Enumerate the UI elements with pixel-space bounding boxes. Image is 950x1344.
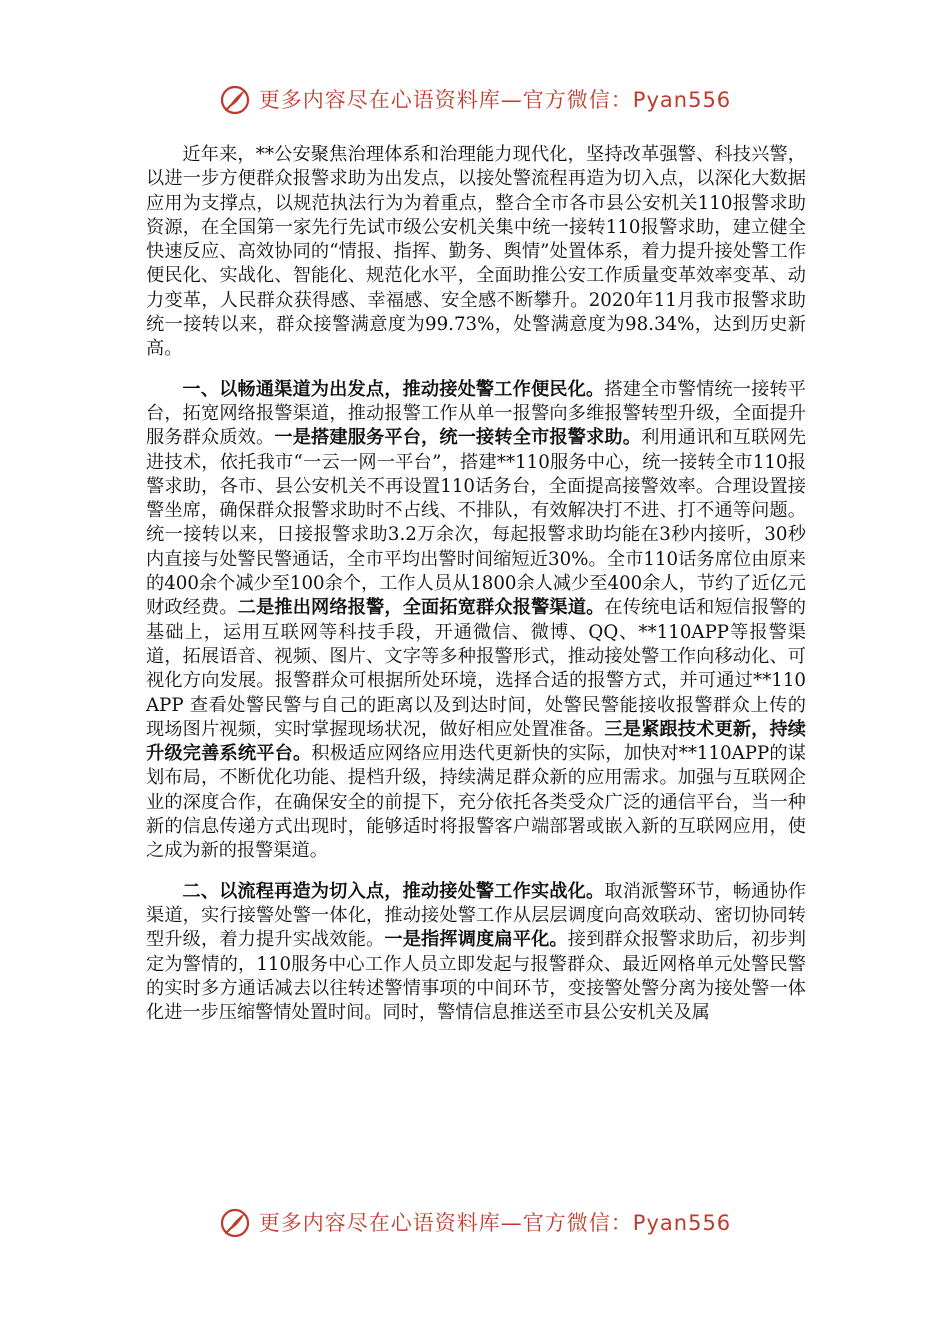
- subpoint-heading: 一是搭建服务平台，统一接转全市报警求助。: [274, 427, 642, 449]
- header-watermark: [0, 84, 950, 116]
- text-run: 取消派警环节，畅通协作渠道，实行接警处警一体化，推动接处警工作从层层调度向高效联动、密切协同转型升级，着力提升实战效能。: [146, 880, 806, 951]
- document-body: [146, 143, 806, 1025]
- text-run: 积极适应网络应用迭代更新快的实际，加快对**110APP的谋划布局，不断优化功能、提档升级，持续满足群众新的应用需求。加强与互联网企业的深度合作，在确保安全的前提下，充分依托各类受众广泛的通信平台，当一种新的信息传递方式出现时，能够适时将报警客户端部署或嵌入新的互联网应用，使之成为新的报警渠道。: [146, 743, 806, 862]
- subpoint-heading: 三是紧跟技术更新，持续升级完善系统平台。: [146, 718, 806, 765]
- watermark-text: 更多内容尽在心语资料库—官方微信：Pyan556: [258, 1211, 732, 1235]
- subpoint-heading: 二是推出网络报警，全面拓宽群众报警渠道。: [237, 597, 605, 619]
- text-run: 接到群众报警求助后，初步判定为警情的，110服务中心工作人员立即发起与报警群众、最近网格单元处警民警的实时多方通话减去以往转述警情事项的中间环节，变接警处警分离为接处警一体化进一步压缩警情处置时间。同时，警情信息推送至市县公安机关及属: [146, 929, 806, 1024]
- paragraph-section-2: [146, 880, 806, 1026]
- text-run: 在传统电话和短信报警的基础上，运用互联网等科技手段，开通微信、微博、QQ、**110APP等报警渠道，拓展语音、视频、图片、文字等多种报警形式，推动接处警工作向移动化、可视化方向发展。报警群众可根据所处环境，选择合适的报警方式，并可通过**110 APP 查看处警民警与自己的距离以及到达时间，处警民警能接收报警群众上传的现场图片视频，实时掌握现场状况，做好相应处置准备。: [146, 597, 806, 740]
- text-run: 利用通讯和互联网先进技术，依托我市“一云一网一平台”，搭建**110服务中心，统一接转全市110报警求助，各市、县公安机关不再设置110话务台，全面提高接警效率。合理设置接警坐席，确保群众报警求助时不占线、不排队，有效解决打不进、打不通等问题。统一接转以来，日接报警求助3.2万余次，每起报警求助均能在3秒内接听，30秒内直接与处警民警通话，全市平均出警时间缩短近30%。全市110话务席位由原来的400余个减少至100余个，工作人员从1800余人减少至400余人，节约了近亿元财政经费。: [146, 427, 806, 619]
- section-heading: 一、以畅通渠道为出发点，推动接处警工作便民化。: [182, 378, 605, 400]
- paragraph-intro: [146, 143, 806, 362]
- paragraph-section-1: [146, 378, 806, 864]
- watermark-text: 更多内容尽在心语资料库—官方微信：Pyan556: [258, 88, 732, 112]
- text-run: 近年来，**公安聚焦治理体系和治理能力现代化，坚持改革强警、科技兴警，以进一步方便群众报警求助为出发点，以接处警流程再造为切入点，以深化大数据应用为支撑点，以规范执法行为为着重点，整合全市各市县公安机关110报警求助资源，在全国第一家先行先试市级公安机关集中统一接转110报警求助，建立健全快速反应、高效协同的“情报、指挥、勤务、舆情”处置体系，着力提升接处警工作便民化、实战化、智能化、规范化水平，全面助推公安工作质量变革效率变革、动力变革，人民群众获得感、幸福感、安全感不断攀升。2020年11月我市报警求助统一接转以来，群众接警满意度为99.73%，处警满意度为98.34%，达到历史新高。: [146, 144, 806, 360]
- footer-watermark: [0, 1207, 950, 1239]
- quill-logo-icon: [219, 84, 251, 116]
- subpoint-heading: 一是指挥调度扁平化。: [384, 929, 568, 951]
- section-heading: 二、以流程再造为切入点，推动接处警工作实战化。: [182, 880, 605, 902]
- text-run: 搭建全市警情统一接转平台，拓宽网络报警渠道，推动报警工作从单一报警向多维报警转型升级，全面提升服务群众质效。: [146, 378, 806, 449]
- quill-logo-icon: [219, 1207, 251, 1239]
